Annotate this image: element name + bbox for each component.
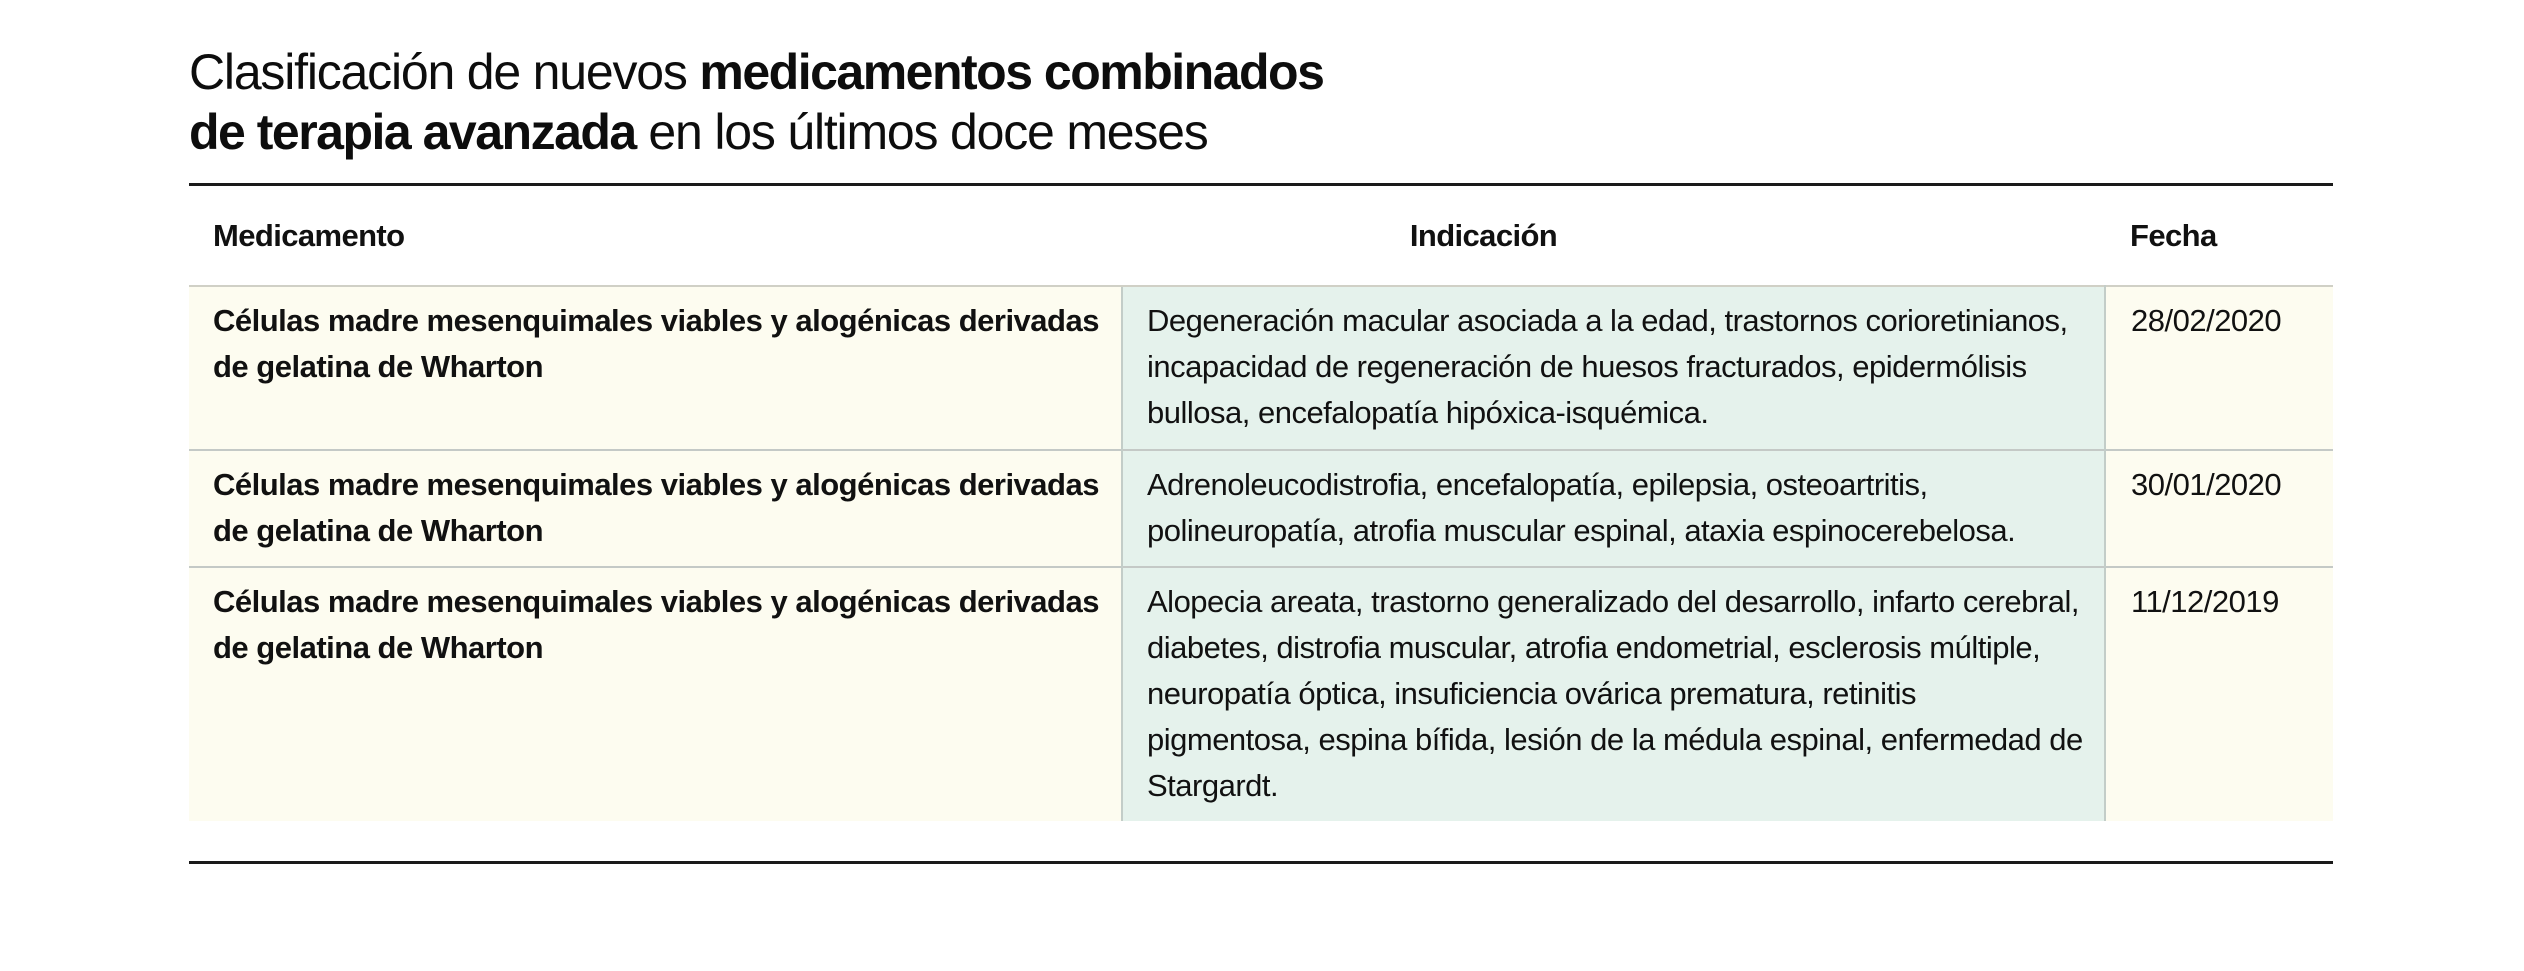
- title-line2-regular: en los últimos doce meses: [635, 104, 1208, 160]
- table-row: [189, 286, 2333, 450]
- header-medication: Medicamento: [213, 217, 405, 253]
- table-row: [189, 450, 2333, 567]
- cell-medication: Células madre mesenquimales viables y alogénicas derivadas de gelatina de Wharton: [189, 567, 1122, 821]
- cell-medication: Células madre mesenquimales viables y alogénicas derivadas de gelatina de Wharton: [189, 286, 1122, 450]
- bottom-rule: [189, 861, 2333, 864]
- header-date: Fecha: [2130, 217, 2217, 253]
- cell-date: 30/01/2020: [2105, 450, 2333, 567]
- page-title: [189, 42, 1589, 162]
- table-row: [189, 567, 2333, 821]
- table-header: [189, 186, 2333, 286]
- title-line1-bold: medicamentos combinados: [699, 44, 1324, 100]
- cell-medication: Células madre mesenquimales viables y alogénicas derivadas de gelatina de Wharton: [189, 450, 1122, 567]
- header-row: [189, 186, 2333, 286]
- title-line2-bold: de terapia avanzada: [189, 104, 636, 160]
- header-indication: Indicación: [1409, 217, 1558, 253]
- table-body: [189, 286, 2333, 821]
- cell-date: 28/02/2020: [2105, 286, 2333, 450]
- cell-indication: Adrenoleucodistrofia, encefalopatía, epilepsia, osteoartritis, polineuropatía, atrofia muscular espinal, ataxia espinocerebelosa.: [1122, 450, 2105, 567]
- title-line1-regular: Clasificación de nuevos: [189, 44, 700, 100]
- medications-table: [189, 186, 2333, 821]
- cell-indication: Degeneración macular asociada a la edad, trastornos corioretinianos, incapacidad de regeneración de huesos fracturados, epidermólisis bullosa, encefalopatía hipóxica-isquémica.: [1122, 286, 2105, 450]
- cell-date: 11/12/2019: [2105, 567, 2333, 821]
- cell-indication: Alopecia areata, trastorno generalizado del desarrollo, infarto cerebral, diabetes, distrofia muscular, atrofia endometrial, esclerosis múltiple, neuropatía óptica, insuficiencia ovárica prematura, retinitis pigmentosa, espina bífida, lesión de la médula espinal, enfermedad de Stargardt.: [1122, 567, 2105, 821]
